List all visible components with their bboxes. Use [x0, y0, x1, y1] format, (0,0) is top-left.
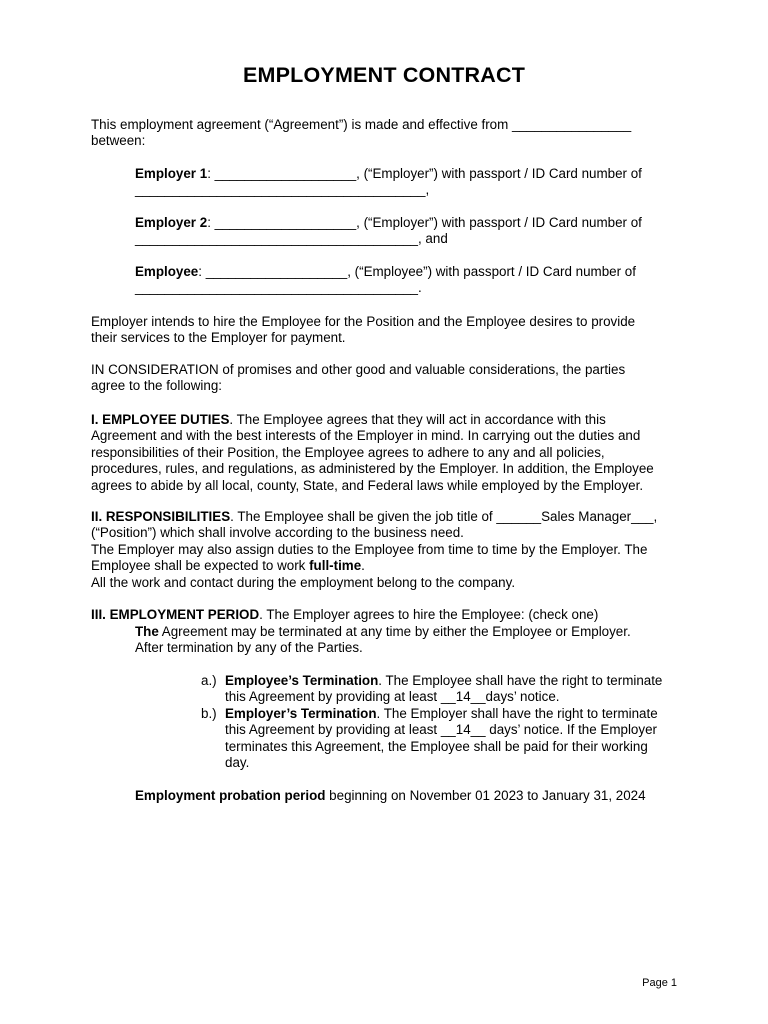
- hire-paragraph: [91, 314, 691, 347]
- employer-termination-body: [225, 706, 685, 772]
- employer-notice-days: __14__: [440, 722, 486, 738]
- employee-termination-body: [225, 673, 685, 706]
- list-marker-b: b.): [201, 706, 217, 721]
- employee-termination-text-1: . The Employee shall have the right to terminate: [378, 673, 663, 688]
- employer-termination-heading: Employer’s Termination: [225, 706, 377, 721]
- period-heading: III. EMPLOYMENT PERIOD: [91, 607, 260, 622]
- period-indented-block: [135, 624, 680, 657]
- employee-text-2: ______________________________________.: [135, 280, 422, 296]
- employer1-block: [135, 166, 680, 199]
- employee-text-1: : ___________________, (“Employee”) with passport / ID Card number of: [198, 264, 636, 279]
- responsibilities-line-2: (“Position”) which shall involve according to the business need.: [91, 525, 464, 541]
- list-marker-a: a.): [201, 673, 217, 688]
- hire-line-2: their services to the Employer for payment.: [91, 330, 346, 346]
- employee-block: [135, 264, 680, 297]
- employee-termination-text-2: this Agreement by providing at least: [225, 689, 441, 705]
- probation-heading: Employment probation period: [135, 788, 326, 803]
- employer2-label: Employer 2: [135, 215, 208, 230]
- employer-termination-text-2-end: days’ notice. If the Employer: [485, 722, 657, 738]
- duties-line-5: agrees to abide by all local, county, State, and Federal laws while employed by the Employer.: [91, 477, 644, 493]
- consideration-line-1: IN CONSIDERATION of promises and other good and valuable considerations, the parties: [91, 362, 626, 377]
- employer2-text-2: ______________________________________, and: [135, 231, 448, 247]
- duties-line-1: . The Employee agrees that they will act in accordance with this: [229, 412, 606, 427]
- document-title: EMPLOYMENT CONTRACT: [242, 63, 526, 87]
- employer-termination-text-1: . The Employer shall have the right to terminate: [376, 706, 658, 721]
- responsibilities-section: [91, 509, 691, 591]
- period-line-3: After termination by any of the Parties.: [135, 640, 363, 656]
- employee-termination-text-2-end: days’ notice.: [485, 689, 560, 705]
- duties-heading: I. EMPLOYEE DUTIES: [91, 412, 230, 427]
- responsibilities-text-1: . The Employee shall be given the job title of: [230, 509, 497, 524]
- responsibilities-line-3: The Employer may also assign duties to the Employee from time to time by the Employer. The: [91, 541, 648, 557]
- work-type: full-time: [309, 558, 362, 574]
- employer1-label: Employer 1: [135, 166, 208, 181]
- period-text-1: . The Employer agrees to hire the Employee: (check one): [259, 607, 599, 622]
- responsibilities-line-4: Employee shall be expected to work: [91, 558, 310, 574]
- employer-termination-text-3: terminates this Agreement, the Employee shall be paid for their working: [225, 738, 648, 754]
- consideration-line-2: agree to the following:: [91, 378, 223, 394]
- employer-termination-text-2: this Agreement by providing at least: [225, 722, 441, 738]
- responsibilities-line-5: All the work and contact during the employment belong to the company.: [91, 574, 516, 590]
- responsibilities-heading: II. RESPONSIBILITIES: [91, 509, 231, 524]
- probation-line: [135, 788, 680, 804]
- page-number: Page 1: [642, 977, 677, 989]
- duties-line-3: responsibilities of their Position, the Employee agrees to adhere to any and all policies,: [91, 444, 605, 460]
- employer2-text-1: : ___________________, (“Employer”) with passport / ID Card number of: [207, 215, 642, 230]
- employer1-text-2: _______________________________________,: [135, 182, 430, 198]
- employer-termination-text-4: day.: [225, 755, 250, 771]
- employee-label: Employee: [135, 264, 199, 279]
- employer1-text-1: : ___________________, (“Employer”) with passport / ID Card number of: [207, 166, 642, 181]
- employee-notice-days: __14__: [440, 689, 486, 705]
- duties-section: [91, 412, 691, 494]
- employer2-block: [135, 215, 680, 248]
- intro-paragraph: [91, 117, 691, 150]
- hire-line-1: Employer intends to hire the Employee for the Position and the Employee desires to provide: [91, 314, 636, 329]
- period-line-2: Agreement may be terminated at any time by either the Employee or Employer.: [158, 624, 631, 639]
- job-title-field: ______Sales Manager___,: [496, 509, 658, 524]
- period-the: The: [135, 624, 159, 639]
- employee-termination-heading: Employee’s Termination: [225, 673, 379, 688]
- intro-line-2: between:: [91, 133, 146, 149]
- probation-text: beginning on November 01 2023 to January 31, 2024: [325, 788, 646, 803]
- responsibilities-line-4-end: .: [361, 558, 365, 574]
- period-section: [91, 607, 691, 623]
- duties-line-2: Agreement and with the best interests of the Employer in mind. In carrying out the duties and: [91, 428, 641, 444]
- duties-line-4: procedures, rules, and regulations, as administered by the Employer. In addition, the Employee: [91, 461, 654, 477]
- consideration-paragraph: [91, 362, 691, 395]
- intro-line-1: This employment agreement (“Agreement”) is made and effective from ________________: [91, 117, 632, 132]
